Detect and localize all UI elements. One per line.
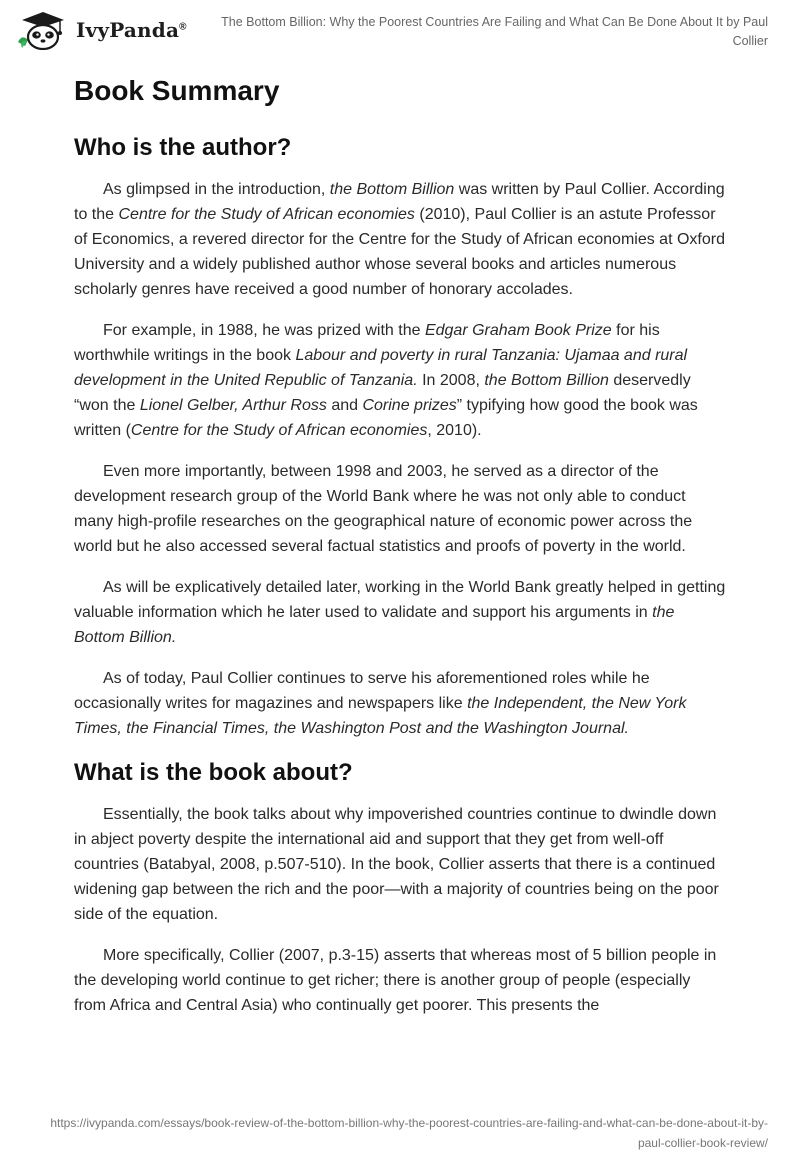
section-heading-author: Who is the author? — [74, 134, 292, 161]
paragraph: As of today, Paul Collier continues to serve his aforementioned roles while he occasionally writes for magazines and newspapers like the Independent, the New York Times, the Financial Times, the Washington Post and the Washington Journal. — [74, 670, 687, 737]
main-content — [74, 72, 726, 1034]
page-title: Book Summary — [74, 75, 280, 106]
paragraph: As glimpsed in the introduction, the Bottom Billion was written by Paul Collier. According to the Centre for the Study of African economies (2010), Paul Collier is an astute Professor of Economics, a revered director for the Centre for the Study of African economies at Oxford University and a widely published author whose several books and articles numerous scholarly genres have received a good number of honorary accolades. — [74, 181, 725, 298]
ivypanda-logo[interactable] — [16, 10, 187, 50]
paragraph: More specifically, Collier (2007, p.3-15) asserts that whereas most of 5 billion people in the developing world continue to get richer; there is another group of people (especially from Africa and Central Asia) who continually get poorer. This presents the — [74, 947, 717, 1014]
document-title: The Bottom Billion: Why the Poorest Countries Are Failing and What Can Be Done About It by Paul Collier — [221, 15, 768, 48]
source-url[interactable]: https://ivypanda.com/essays/book-review-of-the-bottom-billion-why-the-poorest-countries-are-failing-and-what-can-be-done-about-it-by-paul-collier-book-review/ — [50, 1116, 768, 1150]
paragraph: As will be explicatively detailed later, working in the World Bank greatly helped in getting valuable information which he later used to validate and support his arguments in the Bottom Billion. — [74, 579, 726, 646]
italic-text: Labour and poverty in rural Tanzania: Ujamaa and rural development in the United Republic of Tanzania. — [74, 347, 688, 389]
panda-graduate-icon — [16, 10, 70, 50]
section-heading-about: What is the book about? — [74, 759, 353, 786]
italic-text: Centre for the Study of African economies — [130, 422, 428, 439]
page-header — [0, 0, 800, 60]
italic-text: Centre for the Study of African economies — [118, 206, 415, 223]
italic-text: Edgar Graham Book Prize — [424, 322, 612, 339]
italic-text: the Bottom Billion. — [74, 604, 675, 646]
paragraph: For example, in 1988, he was prized with the Edgar Graham Book Prize for his worthwhile writings in the book Labour and poverty in rural Tanzania: Ujamaa and rural development in the United Republic of Tanzania. In 2008, the Bottom Billion deservedly “won the Lionel Gelber, Arthur Ross and Corine prizes” typifying how good the book was written (Centre for the Study of African economies, 2010). — [74, 322, 698, 439]
paragraph: Even more importantly, between 1998 and 2003, he served as a director of the development research group of the World Bank where he was not only able to conduct many high-profile researches on the geographical nature of economic power across the world but he also accessed several factual statistics and proofs of poverty in the world. — [74, 463, 693, 555]
paragraph: Essentially, the book talks about why impoverished countries continue to dwindle down in abject poverty despite the international aid and support that they get from well-off countries (Batabyal, 2008, p.507-510). In the book, Collier asserts that there is a continued widening gap between the rich and the poor—with a majority of countries being on the poor side of the equation. — [74, 806, 719, 923]
italic-text: the Independent, the New York Times, the Financial Times, the Washington Post and the Washington Journal. — [74, 695, 687, 737]
italic-text: Lionel Gelber, Arthur Ross — [139, 397, 327, 414]
logo-text: IvyPanda® — [76, 18, 187, 42]
italic-text: Corine prizes — [362, 397, 457, 414]
italic-text: the Bottom Billion — [329, 181, 455, 198]
italic-text: the Bottom Billion — [484, 372, 609, 389]
